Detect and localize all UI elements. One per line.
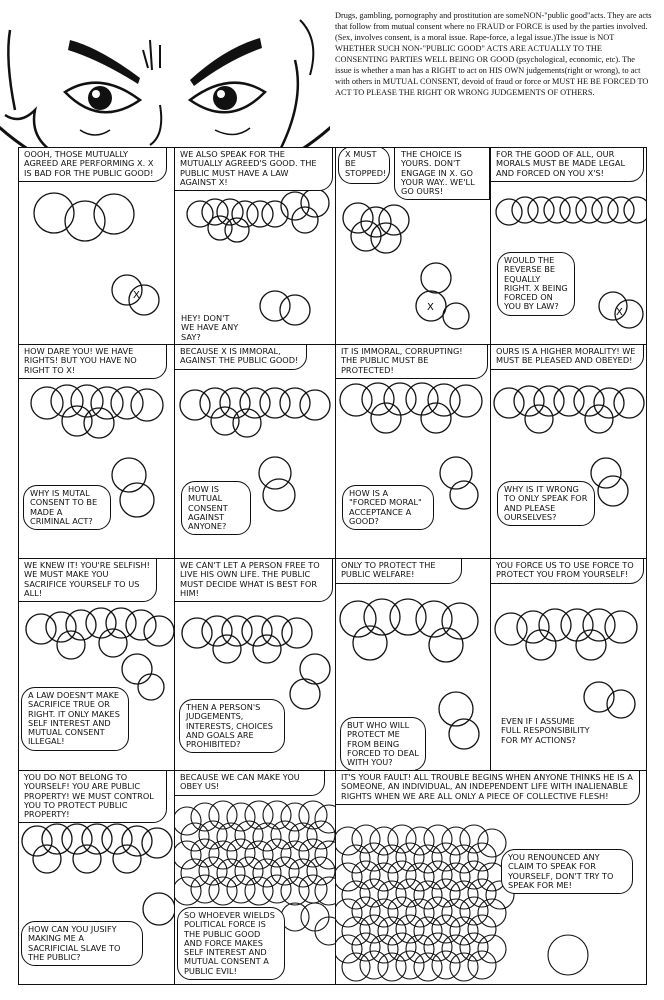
speech-bubble: WE KNEW IT! YOU'RE SELFISH! WE MUST MAKE YOU SACRIFICE YOURSELF TO US ALL!	[18, 558, 157, 602]
panel-r1p2	[174, 147, 336, 345]
panel-r2p2	[174, 344, 336, 559]
panel-r3p4	[490, 558, 647, 771]
intro-text: Drugs, gambling, pornography and prostitution are someNON-"public good"acts. They are acts that follow from mutual consent where no FRAUD or FORCE is used by the parties involved. (Sex, involves consent, is a moral issue. Rape-force, a legal issue.)The issue is NOT WHETHER SUCH NON-"PUBLIC GOOD" ACTS ARE ACTUALLY TO THE CONSENTING PARTIES WELL BEING OR GOOD (psychological, economic, etc). The issue is whether a man has a RIGHT to act on HIS OWN judgements(right or wrong), to act with others in MUTUAL CONSENT, devoid of fraud or force or MUST HE BE FORCED TO ACT TO PLEASE THE RIGHT OR WRONG JUDGEMENTS OF OTHERS.	[335, 11, 652, 97]
speech-bubble: BECAUSE WE CAN MAKE YOU OBEY US!	[174, 770, 325, 796]
panel-r2p3	[335, 344, 491, 559]
speech-bubble-reply: BUT WHO WILL PROTECT ME FROM BEING FORCED TO DEAL WITH YOU?	[340, 717, 426, 771]
panel-r3p3	[335, 558, 491, 771]
panel-r2p1	[18, 344, 175, 559]
circle-crowd	[491, 345, 647, 559]
speech-bubble: IT IS IMMORAL, CORRUPTING! THE PUBLIC MUST BE PROTECTED!	[335, 344, 488, 379]
speech-bubble-reply: WHY IS MUTAL CONSENT TO BE MADE A CRIMINAL ACT?	[23, 485, 111, 530]
panel-r3p2	[174, 558, 336, 771]
panel-r4p2	[174, 770, 336, 985]
x-mark: X	[616, 307, 623, 318]
speech-bubble: FOR THE GOOD OF ALL, OUR MORALS MUST BE MADE LEGAL AND FORCED ON YOU X'S!	[490, 147, 644, 182]
speech-bubble-reply: A LAW DOESN'T MAKE SACRIFICE TRUE OR RIGHT. IT ONLY MAKES SELF INTEREST AND MUTUAL CONSENT ILLEGAL!	[21, 687, 129, 751]
speech-bubble-reply: SO WHOEVER WIELDS POLITICAL FORCE IS THE PUBLIC GOOD AND FORCE MAKES SELF INTEREST AND MUTUAL CONSENT A PUBLIC EVIL!	[177, 907, 285, 980]
speech-bubble: WE ALSO SPEAK FOR THE MUTUALLY AGREED'S GOOD. THE PUBLIC MUST HAVE A LAW AGAINST X!	[174, 147, 333, 191]
speech-bubble: YOU FORCE US TO USE FORCE TO PROTECT YOU FROM YOURSELF!	[490, 558, 644, 584]
speech-bubble: IT'S YOUR FAULT! ALL TROUBLE BEGINS WHEN ANYONE THINKS HE IS A SOMEONE, AN INDIVIDUAL, AN INDEPENDENT LIFE WITH INALIENABLE RIGHTS WHEN WE ARE ALL ONLY A PIECE OF COLLECTIVE FLESH!	[335, 770, 640, 805]
panel-r4p3	[335, 770, 647, 985]
speech-bubble: HOW DARE YOU! WE HAVE RIGHTS! BUT YOU HAVE NO RIGHT TO X!	[18, 344, 167, 379]
panel-r1p1	[18, 147, 175, 345]
panel-r3p1	[18, 558, 175, 771]
speech-bubble-reply: HOW CAN YOU JUSIFY MAKING ME A SACRIFICIAL SLAVE TO THE PUBLIC?	[21, 921, 143, 966]
speech-bubble-reply: THE CHOICE IS YOURS. DON'T ENGAGE IN X. GO YOUR WAY.. WE'LL GO OURS!	[394, 147, 490, 200]
reply-text: EVEN IF I ASSUME FULL RESPONSIBILITY FOR MY ACTIONS?	[499, 716, 595, 746]
speech-bubble: BECAUSE X IS IMMORAL, AGAINST THE PUBLIC GOOD!	[174, 344, 307, 370]
panel-r1p4	[490, 147, 647, 345]
speech-bubble: X MUST BE STOPPED!	[338, 147, 390, 184]
x-mark: X	[427, 302, 434, 313]
speech-bubble: OURS IS A HIGHER MORALITY! WE MUST BE PLEASED AND OBEYED!	[490, 344, 644, 370]
speech-bubble: WE CAN'T LET A PERSON FREE TO LIVE HIS OWN LIFE. THE PUBLIC MUST DECIDE WHAT IS BEST FOR HIM!	[174, 558, 333, 602]
speech-bubble: YOU DO NOT BELONG TO YOURSELF! YOU ARE PUBLIC PROPERTY! WE MUST CONTROL YOU TO PROTECT PUBLIC PROPERTY!	[18, 770, 167, 823]
speech-bubble-reply: WOULD THE REVERSE BE EQUALLY RIGHT. X BEING FORCED ON YOU BY LAW?	[497, 252, 575, 316]
speech-bubble-reply: YOU RENOUNCED ANY CLAIM TO SPEAK FOR YOURSELF, DON'T TRY TO SPEAK FOR ME!	[501, 849, 633, 894]
x-mark: X	[133, 290, 140, 301]
panel-r1p3	[335, 147, 491, 345]
reply-text: HEY! DON'T WE HAVE ANY SAY?	[179, 313, 245, 343]
speech-bubble: ONLY TO PROTECT THE PUBLIC WELFARE!	[335, 558, 462, 584]
panel-r4p1	[18, 770, 175, 985]
speech-bubble-reply: WHY IS IT WRONG TO ONLY SPEAK FOR AND PLEASE OURSELVES?	[497, 481, 595, 526]
angry-face-illustration	[0, 0, 330, 150]
speech-bubble-reply: HOW IS A "FORCED MORAL" ACCEPTANCE A GOOD?	[342, 485, 434, 530]
speech-bubble-reply: THEN A PERSON'S JUDGEMENTS, INTERESTS, CHOICES AND GOALS ARE PROHIBITED?	[179, 699, 285, 753]
speech-bubble: OOOH, THOSE MUTUALLY AGREED ARE PERFORMING X. X IS BAD FOR THE PUBLIC GOOD!	[18, 147, 167, 182]
panel-r2p4	[490, 344, 647, 559]
speech-bubble-reply: HOW IS MUTUAL CONSENT AGAINST ANYONE?	[181, 481, 251, 535]
